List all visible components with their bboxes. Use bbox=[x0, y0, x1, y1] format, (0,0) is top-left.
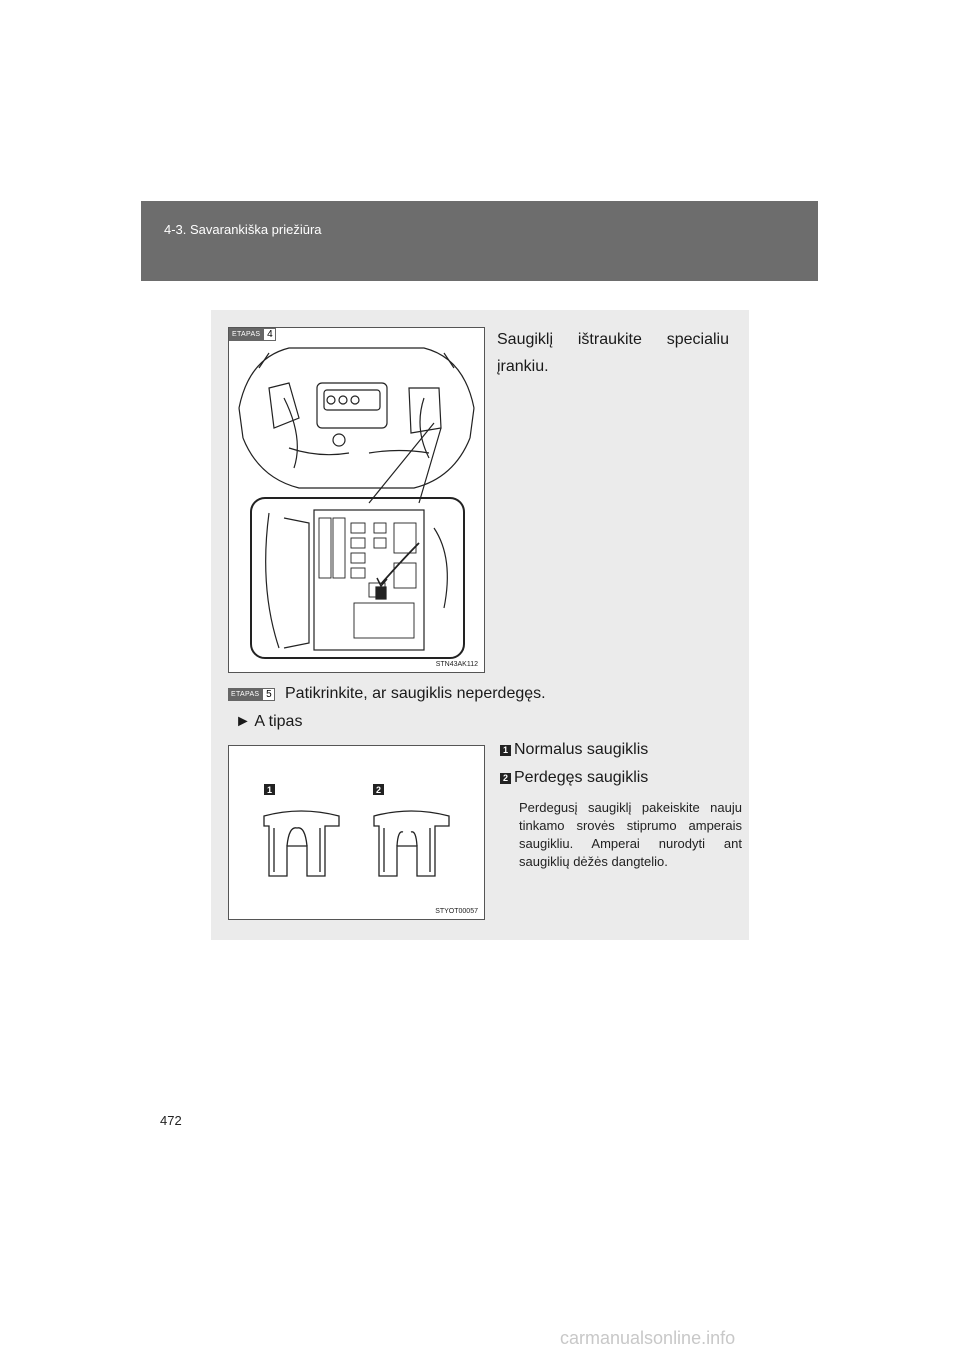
type-a-label: A tipas bbox=[254, 713, 303, 730]
legend-item-1: 1 Normalus saugiklis bbox=[500, 741, 648, 759]
step-4-instruction: Saugiklį ištraukite specialiu įrankiu. bbox=[497, 331, 729, 375]
step-5-instruction: Patikrinkite, ar saugiklis neperdegęs. bbox=[285, 685, 546, 702]
page-number: 472 bbox=[160, 1113, 182, 1128]
watermark: carmanualsonline.info bbox=[560, 1328, 736, 1348]
replacement-note: Perdegusį saugiklį pakeiskite nauju tinkamo srovės stiprumo amperais saugikliu. Amperai nurodyti ant saugiklių dėžės dangtelio. bbox=[519, 800, 742, 869]
step-5-badge: ETAPAS 5 bbox=[228, 688, 275, 701]
legend-item-2: 2 Perdegęs saugiklis bbox=[500, 769, 648, 787]
triangle-marker-icon: ► bbox=[235, 713, 251, 730]
step-4-badge: ETAPAS 4 bbox=[229, 328, 276, 341]
fuse-label-2: 2 bbox=[375, 785, 382, 795]
section-title: 4-3. Savarankiška priežiūra bbox=[164, 222, 322, 237]
type-a-heading bbox=[235, 713, 302, 731]
figure-code: STN43AK112 bbox=[435, 661, 478, 668]
figure-code: STYOT00057 bbox=[435, 908, 478, 915]
fuse-figure bbox=[228, 745, 485, 920]
fuse-illustration bbox=[229, 746, 484, 919]
page-header bbox=[141, 201, 818, 281]
engine-bay-figure bbox=[228, 327, 485, 673]
fuse-label-1: 1 bbox=[266, 785, 273, 795]
engine-bay-illustration bbox=[229, 328, 484, 672]
content-panel bbox=[211, 310, 749, 940]
